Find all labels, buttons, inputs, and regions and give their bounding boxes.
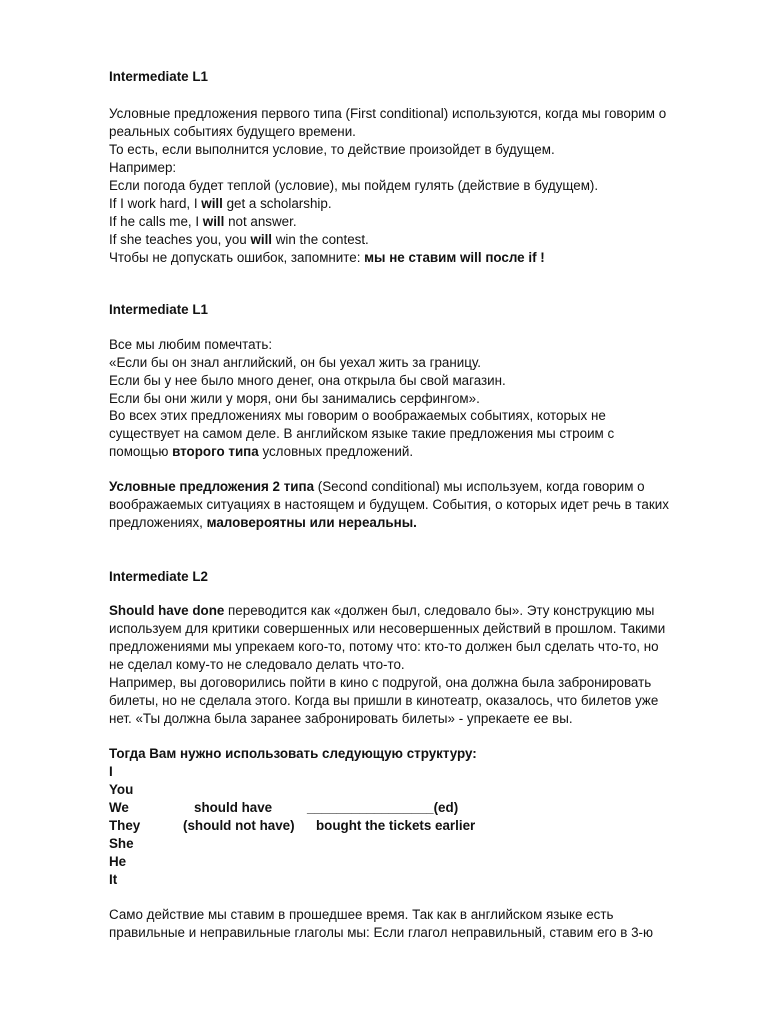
section3-line: Should have done переводится как «должен был, следовало бы». Эту конструкцию мы xyxy=(109,603,655,618)
pronoun: It xyxy=(109,872,118,887)
pronoun: She xyxy=(109,836,134,851)
section1-line: То есть, если выполнится условие, то действие произойдет в будущем. xyxy=(109,142,555,157)
section2-line: Условные предложения 2 типа (Second conditional) мы используем, когда говорим о xyxy=(109,479,645,494)
example-line: If she teaches you, you will win the contest. xyxy=(109,232,369,247)
section3-line: Само действие мы ставим в прошедшее время. Так как в английском языке есть xyxy=(109,907,614,922)
section3-line: билеты, но не сделала этого. Когда вы пришли в кинотеатр, оказалось, что билетов уже xyxy=(109,693,659,708)
section2-line: помощью второго типа условных предложений. xyxy=(109,444,414,459)
example-phrase: bought the tickets earlier xyxy=(316,818,476,833)
pronoun: You xyxy=(109,782,134,797)
section3-line: Например, вы договорились пойти в кино с подругой, она должна была забронировать xyxy=(109,675,652,690)
should-have-label: should have xyxy=(194,800,273,815)
section2-line: Если бы у нее было много денег, она открыла бы свой магазин. xyxy=(109,373,506,388)
pronoun: We xyxy=(109,800,129,815)
pronoun: He xyxy=(109,854,127,869)
section1-line: Например: xyxy=(109,160,177,175)
section2-line: воображаемых ситуациях в настоящем и будущем. События, о которых идет речь в таких xyxy=(109,497,669,512)
section3-line: нет. «Ты должна была заранее забронировать билеты» - упрекаете ее вы. xyxy=(109,711,573,726)
section2-line: Если бы они жили у моря, они бы занимались серфингом». xyxy=(109,391,480,406)
section3-line: используем для критики совершенных или несовершенных действий в прошлом. Такими xyxy=(109,621,666,636)
should-not-have-label: (should not have) xyxy=(183,818,295,833)
section2-line: Во всех этих предложениях мы говорим о воображаемых событиях, которых не xyxy=(109,408,606,423)
section2-heading: Intermediate L1 xyxy=(109,302,208,317)
example-line: If I work hard, I will get a scholarship. xyxy=(109,196,332,211)
pronoun: I xyxy=(109,764,113,779)
section3-line: не сделал кому-то не следовало делать что-то. xyxy=(109,657,405,672)
section2-line: Все мы любим помечтать: xyxy=(109,337,273,352)
section1-line: реальных событиях будущего времени. xyxy=(109,124,356,139)
rule-line: Чтобы не допускать ошибок, запомните: мы не ставим will после if ! xyxy=(109,250,545,265)
blank-verb-slot: _________________(ed) xyxy=(307,800,459,815)
structure-title: Тогда Вам нужно использовать следующую структуру: xyxy=(109,746,477,761)
pronoun: They xyxy=(109,818,141,833)
section3-line: предложениями мы упрекаем кого-то, потому что: кто-то должен был сделать что-то, но xyxy=(109,639,659,654)
section1-line: Если погода будет теплой (условие), мы пойдем гулять (действие в будущем). xyxy=(109,178,599,193)
section2-line: предложениях, маловероятны или нереальны. xyxy=(109,515,417,530)
section3-heading: Intermediate L2 xyxy=(109,569,208,584)
section1-line: Условные предложения первого типа (First conditional) используются, когда мы говорим о xyxy=(109,106,667,121)
section3-line: правильные и неправильные глаголы мы: Если глагол неправильный, ставим его в 3-ю xyxy=(109,925,654,940)
section1-heading: Intermediate L1 xyxy=(109,69,208,84)
example-line: If he calls me, I will not answer. xyxy=(109,214,297,229)
section2-line: существует на самом деле. В английском языке такие предложения мы строим с xyxy=(109,426,615,441)
section2-line: «Если бы он знал английский, он бы уехал жить за границу. xyxy=(109,355,481,370)
